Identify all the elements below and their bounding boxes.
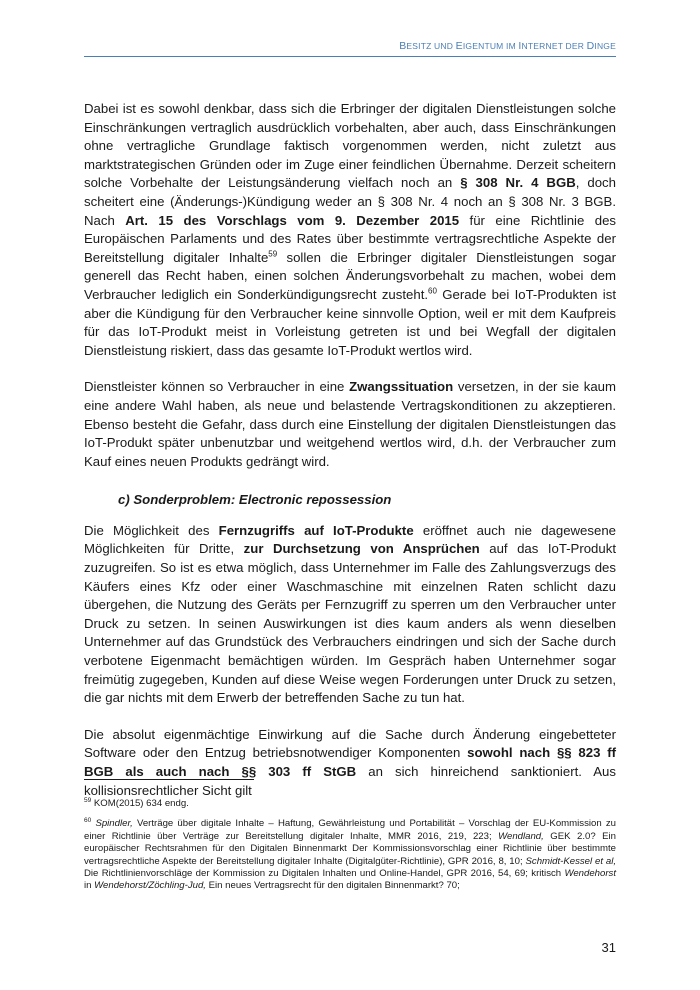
body-text xyxy=(84,100,616,818)
footnotes xyxy=(84,798,616,901)
footnote-ref-60[interactable]: 60 xyxy=(428,286,437,296)
footnote-ref-59[interactable]: 59 xyxy=(268,249,278,259)
footnote-separator xyxy=(84,779,254,780)
section-heading: c) Sonderproblem: Electronic repossession xyxy=(118,492,392,508)
paragraph-2: Dienstleister können so Verbraucher in eine Zwangssituation versetzen, in der sie kaum eine andere Wahl haben, als neue und belastende Vertragskonditionen zu akzeptieren. Ebenso besteht die Gefahr, dass durch eine Einstellung der digitalen Dienstleistungen das IoT-Produkt später unbenutzbar und weitgehend wertlos wird, d.h. der Verbraucher zum Kauf eines neuen Produkts gedrängt wird. xyxy=(84,379,616,469)
paragraph-3: Die Möglichkeit des Fernzugriffs auf IoT-Produkte eröffnet auch nie dagewesene Möglichkeiten für Dritte, zur Durchsetzung von Ansprüchen auf das IoT-Produkt zuzugreifen. So ist es etwa möglich, dass Unternehmer im Falle des Zahlungsverzugs des Käufers eines Kfz oder einer Waschmaschine mit einzelnen Raten schlicht dazu übergehen, die Nutzung des Geräts per Fernzugriff zu sperren um den Verbraucher unter Druck zu setzen. In seinen Auswirkungen ist dies kaum anders als wenn dieselben Unternehmer auf das Grundstück des Verbrauchers eindringen und sich der Sache durch verbotene Eigenmacht bemächtigen würden. Im Gespräch haben Unternehmer sogar freimütig zugegeben, Kunden auf diese Weise wegen Forderungen unter Druck zu setzen, die gar nichts mit dem Erwerb der betreffenden Sache zu tun hat. xyxy=(84,522,616,706)
footnote-59: $^{59}$ KOM(2015) 634 endg. xyxy=(84,796,189,809)
page-number: 31 xyxy=(601,940,616,955)
paragraph-1: Dabei ist es sowohl denkbar, dass sich die Erbringer der digitalen Dienstleistungen solche Einschränkungen vertraglich ausdrücklich vorbehalten, aber auch, dass Einschränkungen ohne vertragliche Grundlage faktisch vorgenommen werden, nicht zuletzt aus marktstrategischen Gründen oder im Zuge einer feindlichen Übernahme. Derzeit scheitern solche Vorbehalte der Leistungsänderung vielfach noch an § 308 Nr. 4 BGB, doch scheitert eine (Änderungs-)Kündigung weder an § 308 Nr. 4 noch an § 308 Nr. 3 BGB. Nach Art. 15 des Vorschlags vom 9. Dezember 2015 für eine Richtlinie des Europäischen Parlaments und des Rates über bestimmte vertragsrechtliche Aspekte der Bereitstellung digitaler Inhalte$^{59}$ sollen die Erbringer digitaler Dienstleistungen sogar generell das Recht haben, einen solchen Änderungsvorbehalt zu machen, wobei dem Verbraucher lediglich ein Sonderkündigungsrecht zusteht.$^{60}$ Gerade bei IoT-Produkten ist aber die Kündigung für den Verbraucher keine sinnvolle Option, weil er mit dem Kaufpreis für das IoT-Produkt meist in Vorleistung getreten ist und bei Wegfall der digitalen Dienstleistung riskiert, dass das gesamte IoT-Produkt wertlos wird. xyxy=(84,101,616,358)
running-header: BESITZ UND EIGENTUM IM INTERNET DER DINGE xyxy=(399,40,616,52)
paragraph-4: Die absolut eigenmächtige Einwirkung auf die Sache durch Änderung eingebetteter Software oder den Entzug betriebsnotwendiger Komponenten sowohl nach §§ 823 ff BGB als auch nach §§ 303 ff StGB an sich hinreichend sanktioniert. Aus kollisionsrechtlicher Sicht gilt xyxy=(84,726,616,798)
header-rule xyxy=(84,56,616,57)
footnote-60: $^{60}$ Spindler, Verträge über digitale Inhalte – Haftung, Gewährleistung und Portabilität – Vorschlag der EU-Kommission zu einer Richtlinie über Verträge zur Bereitstellung digitaler Inhalte, MMR 2016, 219, 223; Wendland, GEK 2.0? Ein europäischer Rechtsrahmen für den Digitalen Binnenmarkt Der Kommissionsvorschlag einer Richtlinie über bestimmte vertragsrechtliche Aspekte der Bereitstellung digitaler Inhalte (Digitalgüter-Richtlinie), GPR 2016, 8, 10; Schmidt-Kessel et al, Die Richtlinienvorschläge der Kommission zu Digitalen Inhalten und Online-Handel, GPR 2016, 54, 69; kritisch Wendehorst in Wendehorst/Zöchling-Jud, Ein neues Vertragsrecht für den digitalen Binnenmarkt? 70; xyxy=(84,817,617,892)
